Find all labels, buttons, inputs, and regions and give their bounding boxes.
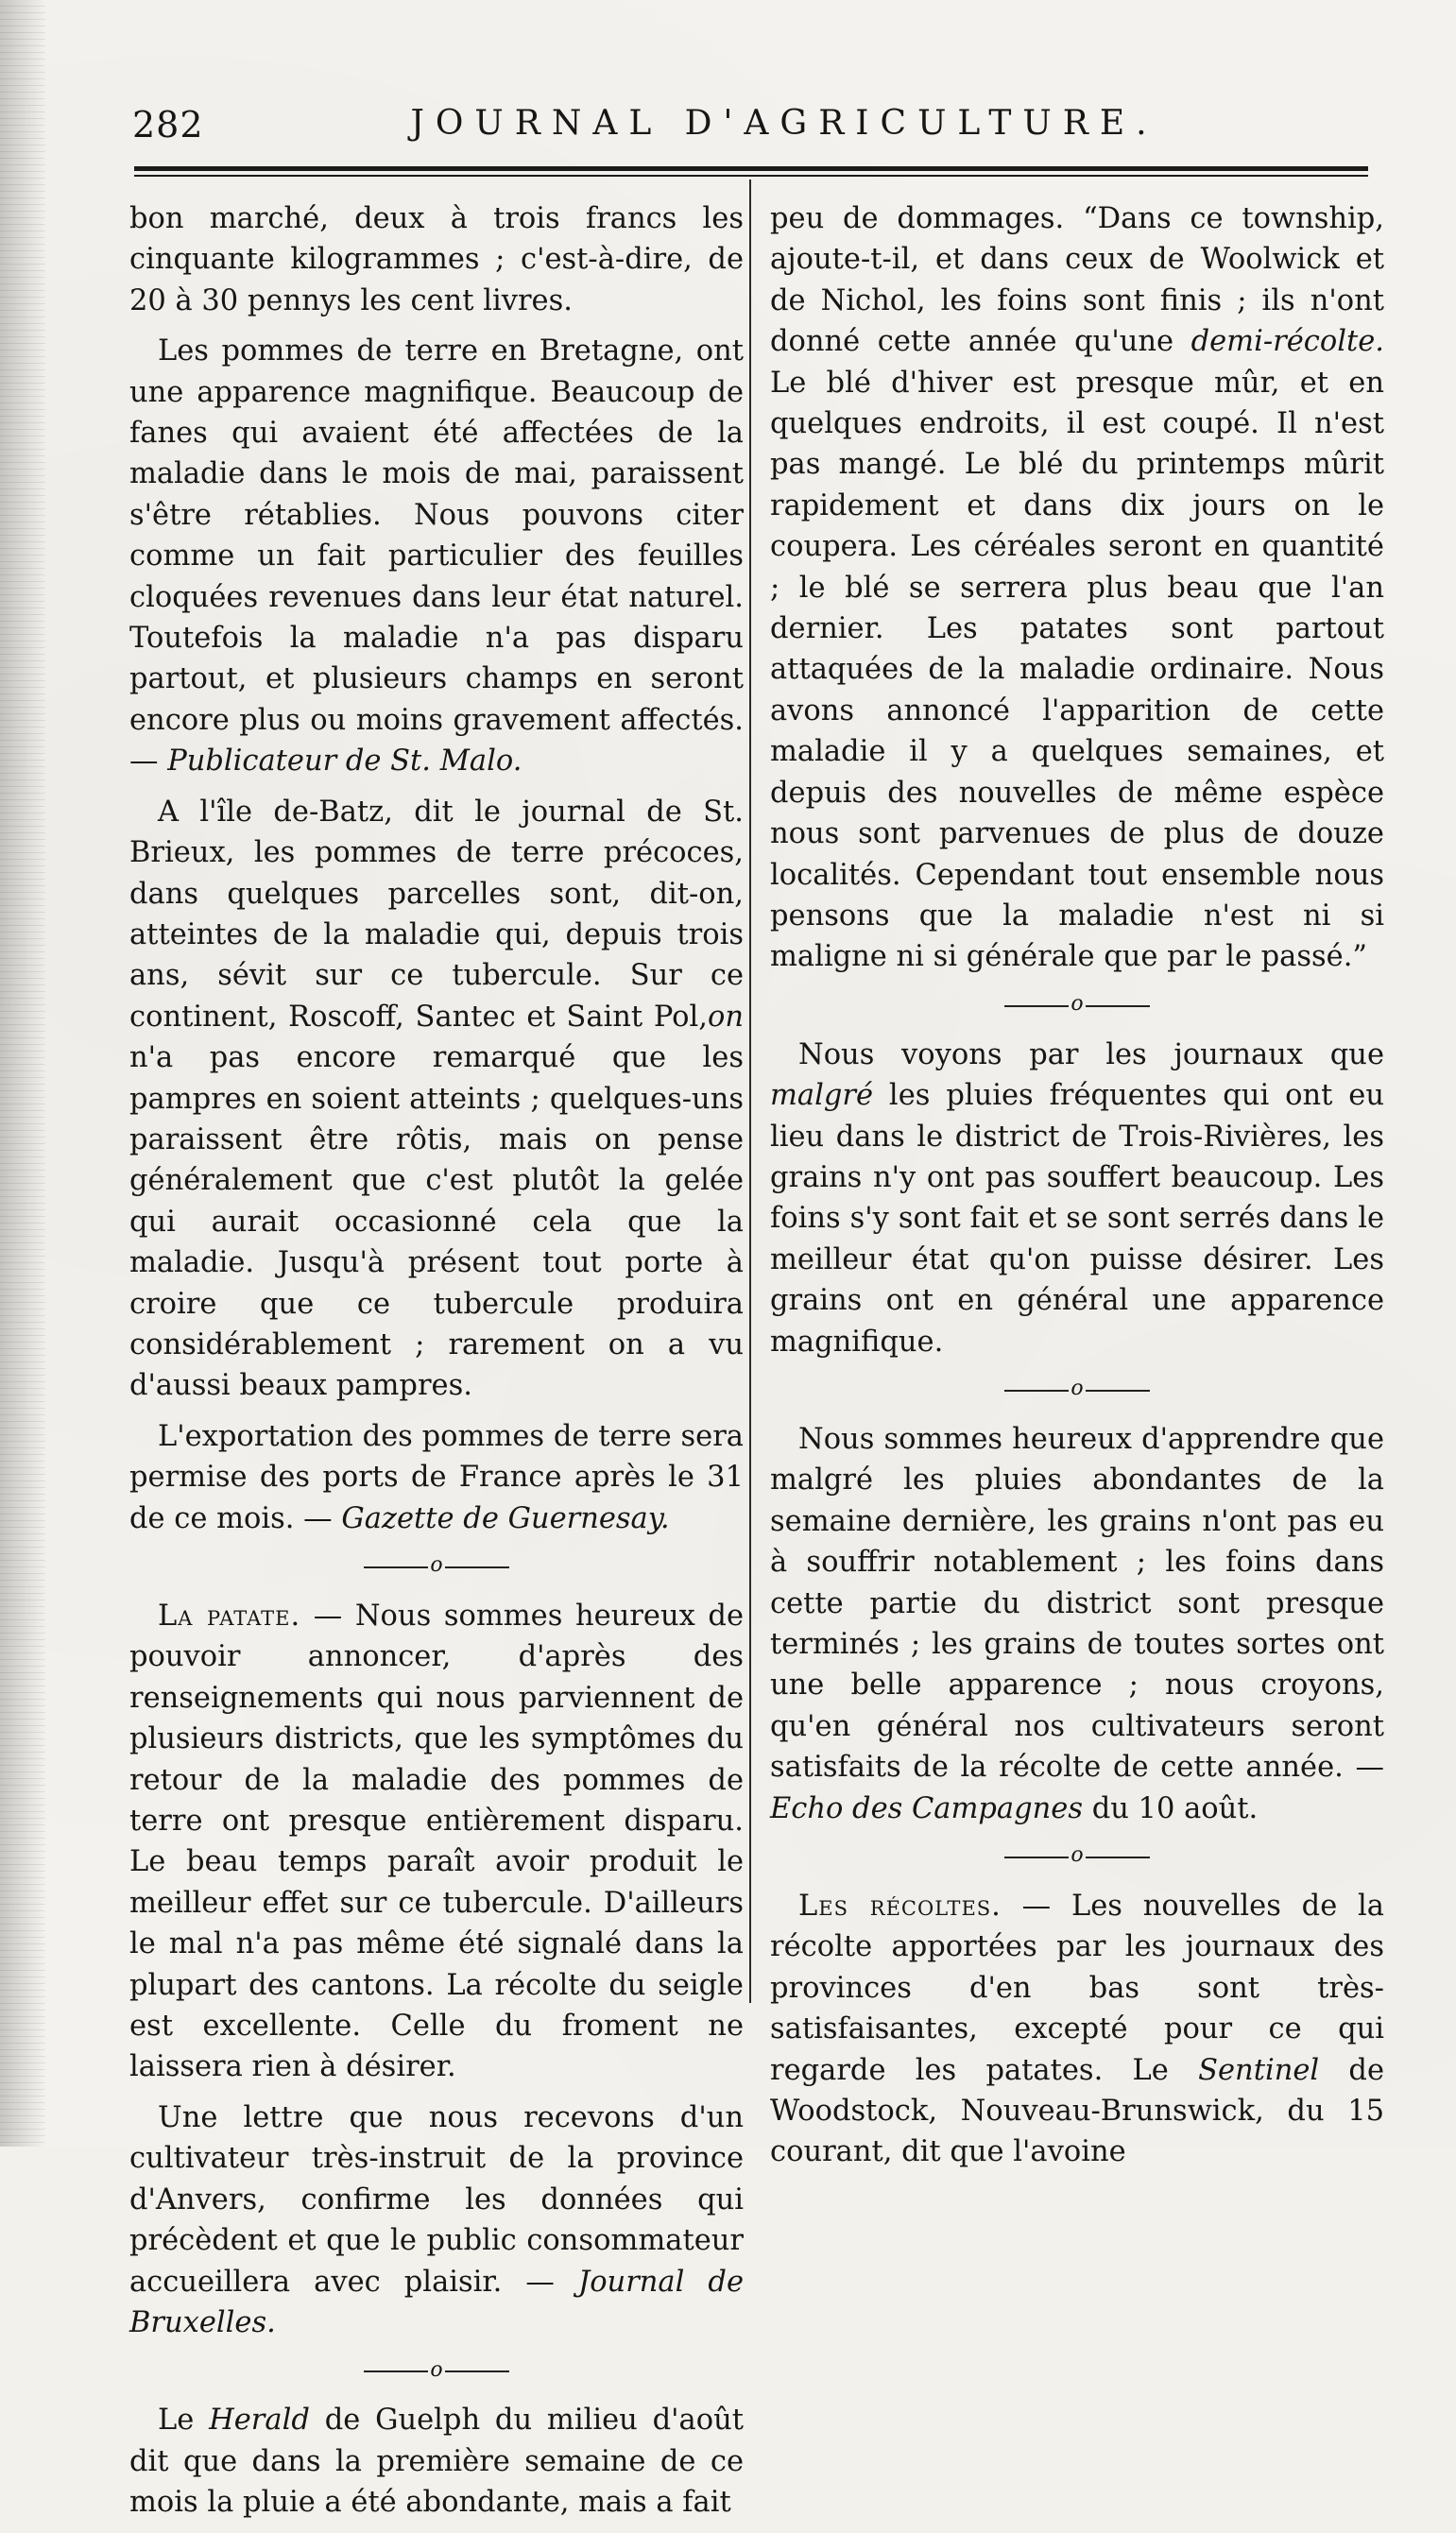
section-separator: o [770,1839,1384,1876]
paragraph-text: du 10 août. [1083,1791,1259,1825]
newspaper-name: Herald [209,2404,310,2438]
left-column [129,198,744,2533]
section-heading: Les récoltes. [798,1890,1002,1924]
page-binding-edge [0,0,45,2147]
paragraph-text: Nous voyons par les journaux que [798,1037,1384,1071]
running-title: JOURNAL D'AGRICULTURE. [410,104,1158,143]
italic-word: on [707,1000,744,1034]
source-citation: Publicateur de St. Malo. [167,744,522,779]
paragraph-text: Le blé d'hiver est presque mûr, et en quelques endroits, il est coupé. Il n'est pas mangé. Le blé du printemps mûrit rapidement et dans dix jours on le coupera. Les céréales seront en quantité ; le blé se serrera plus beau que l'an dernier. Les patates sont partout attaquées de la maladie ordinaire. Nous avons annoncé l'apparition de cette maladie il y a quelques semaines, et depuis des nouvelles de même espèce nous sont parvenues de plus de douze localités. Cependant tout ensemble nous pensons que la maladie n'est ni si maligne ni si générale que par le passé.” [770,366,1384,974]
article-paragraph [129,1416,744,1539]
section-separator: o [129,1549,744,1586]
article-paragraph [770,1035,1384,1362]
header-rule-thick [134,166,1368,171]
paragraph-text: L'exportation des pommes de terre sera permise des ports de France après le 31 de ce mois. — [129,1419,744,1535]
paragraph-text: Les pommes de terre en Bretagne, ont une apparence magnifique. Beaucoup de fanes qui avaient été affectées de la maladie dans le mois de mai, paraissent s'être rétablies. Nous pouvons citer comme un fait particulier des feuilles cloquées revenues dans leur état naturel. Toutefois la maladie n'a pas disparu partout, et plusieurs champs en seront encore plus ou moins gravement affectés. — [129,334,744,779]
paragraph-text: — Nous sommes heureux de pouvoir annoncer, d'après des renseignements qui nous parviennent de plusieurs districts, que les symptômes du retour de la maladie des pommes de terre ont presque entièrement disparu. Le beau temps paraît avoir produit le meilleur effet sur ce tubercule. D'ailleurs le mal n'a pas même été signalé dans la plupart des cantons. La récolte du seigle est excellente. Celle du froment ne laissera rien à désirer. [129,1600,744,2084]
italic-word: demi-récolte. [1190,325,1384,359]
paragraph-text: — Les nouvelles de la récolte apportées par les journaux des provinces d'en bas sont très-satisfaisantes, excepté pour ce qui regarde les patates. Le [770,1890,1384,2087]
newspaper-name: Sentinel [1198,2053,1320,2087]
article-paragraph [129,1596,744,2088]
article-paragraph [129,2097,744,2343]
section-heading: La patate. [158,1600,301,1633]
article-paragraph [129,2400,744,2523]
article-paragraph [770,198,1384,978]
paragraph-text: Le [158,2404,210,2438]
article-paragraph [129,792,744,1407]
header-rule-thin [134,175,1368,177]
paragraph-text: Nous sommes heureux d'apprendre que malgré les pluies abondantes de la semaine dernière, les grains n'ont pas eu à souffrir notablement ; les foins dans cette partie du district sont presque terminés ; les grains de toutes sortes ont une belle apparence ; nous croyons, qu'en général nos cultivateurs seront satisfaits de la récolte de cette année. — [770,1422,1384,1785]
article-paragraph [770,1886,1384,2173]
page-number: 282 [132,104,204,145]
article-paragraph [129,331,744,781]
page-header [132,94,1379,151]
article-paragraph: bon marché, deux à trois francs les cinquante kilogrammes ; c'est-à-dire, de 20 à 30 pennys les cent livres. [129,202,744,317]
source-citation: Echo des Campagnes [770,1791,1083,1825]
right-column [770,198,1384,2182]
article-paragraph [770,1419,1384,1829]
column-divider [749,180,751,2003]
paragraph-text: n'a pas encore remarqué que les pampres en soient atteints ; quelques-uns paraissent être rôtis, mais on pense généralement que c'est plutôt la gelée qui aurait occasionné cela que la maladie. Jusqu'à présent tout porte à croire que ce tubercule produira considérablement ; rarement on a vu d'aussi beaux pampres. [129,1041,744,1403]
paragraph-text: A l'île de-Batz, dit le journal de St. Brieux, les pommes de terre précoces, dans quelques parcelles sont, dit-on, atteintes de la maladie qui, depuis trois ans, sévit sur ce tubercule. Sur ce continent, Roscoff, Santec et Saint Pol, [129,795,744,1034]
paragraph-text: de Guelph du milieu d'août dit que dans la première semaine de ce mois la pluie a été abondante, mais a fait [129,2404,745,2520]
section-separator: o [129,2353,744,2390]
paragraph-text: Une lettre que nous recevons d'un cultivateur très-instruit de la province d'Anvers, confirme les données qui précèdent et que le public consommateur accueillera avec plaisir. — [129,2100,744,2299]
italic-word: malgré [770,1079,874,1113]
paragraph-text: peu de dommages. “Dans ce township, ajoute-t-il, et dans ceux de Woolwick et de Nichol, les foins sont finis ; ils n'ont donné cette année qu'une [770,202,1384,359]
section-separator: o [770,987,1384,1025]
paragraph-text: de Woodstock, Nouveau-Brunswick, du 15 courant, dit que l'avoine [770,2053,1384,2169]
paragraph-text: les pluies fréquentes qui ont eu lieu dans le district de Trois-Rivières, les grains n'y ont pas souffert beaucoup. Les foins s'y sont fait et se sont serrés dans le meilleur état qu'on puisse désirer. Les grains ont en général une apparence magnifique. [770,1079,1384,1359]
section-separator: o [770,1372,1384,1410]
source-citation: Gazette de Guernesay. [341,1501,670,1535]
source-citation: Journal de Bruxelles. [129,2265,744,2339]
